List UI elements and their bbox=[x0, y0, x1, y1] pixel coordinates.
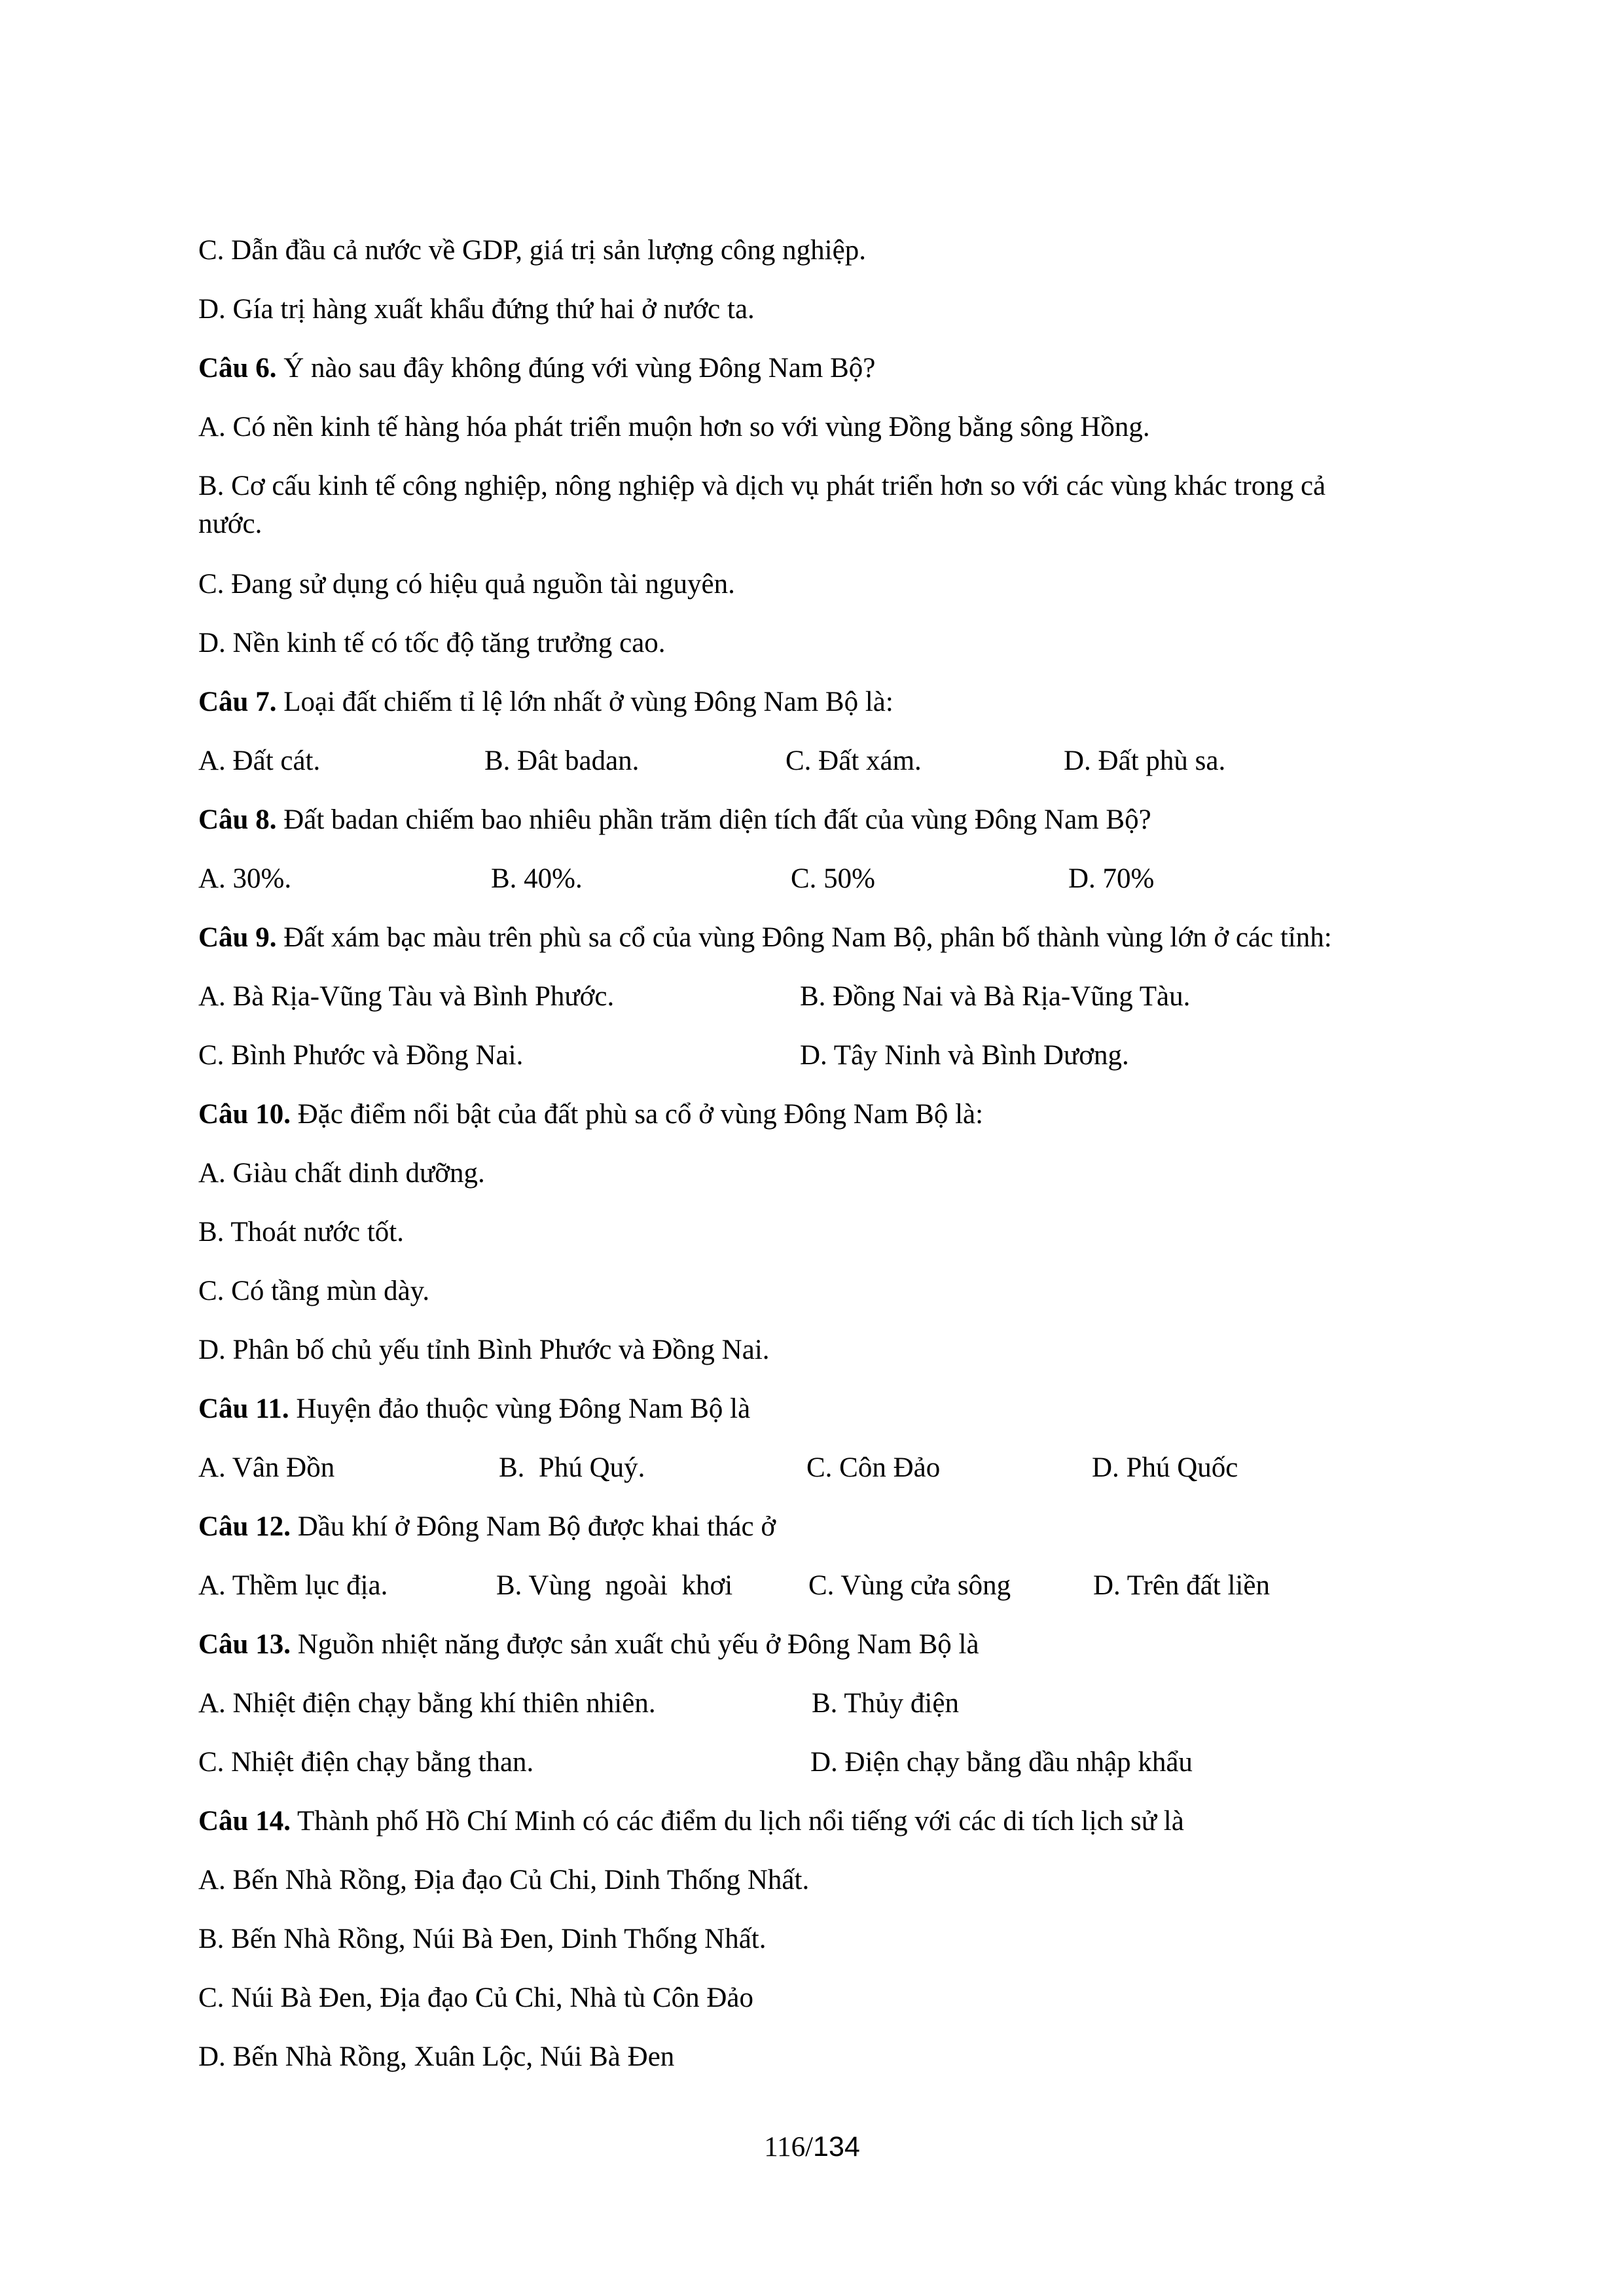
question-text: Dầu khí ở Đông Nam Bộ được khai thác ở bbox=[290, 1511, 776, 1542]
q12-option-d: D. Trên đất liền bbox=[1093, 1570, 1270, 1601]
q11-option-b: B. Phú Quý. bbox=[499, 1452, 645, 1483]
q7-option-a: A. Đất cát. bbox=[198, 745, 321, 776]
q6-option-b-line2: nước. bbox=[198, 509, 262, 539]
q6-option-a: A. Có nền kinh tế hàng hóa phát triển muộn hơn so với vùng Đồng bằng sông Hồng. bbox=[198, 412, 1150, 442]
q13-option-c: C. Nhiệt điện chạy bằng than. bbox=[198, 1747, 534, 1778]
q14-option-c: C. Núi Bà Đen, Địa đạo Củ Chi, Nhà tù Côn Đảo bbox=[198, 1982, 753, 2013]
q13-option-a: A. Nhiệt điện chạy bằng khí thiên nhiên. bbox=[198, 1688, 656, 1719]
q10-option-b: B. Thoát nước tốt. bbox=[198, 1217, 404, 1247]
q9-option-b: B. Đồng Nai và Bà Rịa-Vũng Tàu. bbox=[800, 981, 1191, 1012]
q10-option-a: A. Giàu chất dinh dưỡng. bbox=[198, 1158, 485, 1189]
question-7 bbox=[198, 684, 893, 721]
q6-option-d: D. Nền kinh tế có tốc độ tăng trưởng cao. bbox=[198, 628, 666, 658]
q11-option-c: C. Côn Đảo bbox=[806, 1452, 941, 1483]
question-text: Đặc điểm nổi bật của đất phù sa cổ ở vùng Đông Nam Bộ là: bbox=[290, 1099, 984, 1130]
question-label: Câu 7. bbox=[198, 687, 277, 717]
question-label: Câu 10. bbox=[198, 1099, 291, 1130]
page-total: 134 bbox=[813, 2131, 860, 2162]
question-8 bbox=[198, 802, 1151, 838]
q13-option-d: D. Điện chạy bằng dầu nhập khẩu bbox=[810, 1747, 1193, 1778]
q9-option-a: A. Bà Rịa-Vũng Tàu và Bình Phước. bbox=[198, 981, 615, 1012]
q8-option-b: B. 40%. bbox=[491, 863, 583, 894]
question-text: Thành phố Hồ Chí Minh có các điểm du lịch nổi tiếng với các di tích lịch sử là bbox=[290, 1806, 1184, 1837]
question-label: Câu 8. bbox=[198, 804, 277, 835]
q6-option-b-line1: B. Cơ cấu kinh tế công nghiệp, nông nghiệp và dịch vụ phát triển hơn so với các vùng khác trong cả bbox=[198, 471, 1326, 501]
q10-option-c: C. Có tầng mùn dày. bbox=[198, 1276, 430, 1306]
question-12 bbox=[198, 1509, 776, 1545]
question-label: Câu 13. bbox=[198, 1629, 291, 1660]
question-label: Câu 9. bbox=[198, 922, 277, 953]
q9-option-d: D. Tây Ninh và Bình Dương. bbox=[800, 1040, 1129, 1071]
prev-option-d: D. Gía trị hàng xuất khẩu đứng thứ hai ở nước ta. bbox=[198, 294, 755, 325]
question-10 bbox=[198, 1096, 983, 1133]
page-current: 116/ bbox=[764, 2132, 814, 2162]
q7-option-b: B. Đât badan. bbox=[484, 745, 640, 776]
q8-option-d: D. 70% bbox=[1068, 863, 1155, 894]
prev-option-c: C. Dẫn đầu cả nước về GDP, giá trị sản lượng công nghiệp. bbox=[198, 235, 866, 266]
question-label: Câu 14. bbox=[198, 1806, 291, 1837]
q8-option-a: A. 30%. bbox=[198, 863, 292, 894]
question-text: Loại đất chiếm tỉ lệ lớn nhất ở vùng Đông Nam Bộ là: bbox=[276, 687, 893, 717]
q14-option-a: A. Bến Nhà Rồng, Địa đạo Củ Chi, Dinh Thống Nhất. bbox=[198, 1865, 810, 1895]
question-text: Đất xám bạc màu trên phù sa cổ của vùng Đông Nam Bộ, phân bố thành vùng lớn ở các tỉnh: bbox=[276, 922, 1332, 953]
q11-option-d: D. Phú Quốc bbox=[1092, 1452, 1238, 1483]
q8-option-c: C. 50% bbox=[791, 863, 875, 894]
q13-option-b: B. Thủy điện bbox=[812, 1688, 959, 1719]
q12-option-b: B. Vùng ngoài khơi bbox=[496, 1570, 733, 1601]
question-label: Câu 12. bbox=[198, 1511, 291, 1542]
q9-option-c: C. Bình Phước và Đồng Nai. bbox=[198, 1040, 524, 1071]
question-text: Huyện đảo thuộc vùng Đông Nam Bộ là bbox=[289, 1393, 751, 1424]
question-6 bbox=[198, 350, 875, 387]
question-label: Câu 11. bbox=[198, 1393, 289, 1424]
q14-option-b: B. Bến Nhà Rồng, Núi Bà Đen, Dinh Thống Nhất. bbox=[198, 1924, 767, 1954]
q6-option-c: C. Đang sử dụng có hiệu quả nguồn tài nguyên. bbox=[198, 569, 735, 600]
q7-option-d: D. Đất phù sa. bbox=[1064, 745, 1226, 776]
question-11 bbox=[198, 1391, 750, 1427]
question-text: Đất badan chiếm bao nhiêu phần trăm diện tích đất của vùng Đông Nam Bộ? bbox=[276, 804, 1151, 835]
q11-option-a: A. Vân Đồn bbox=[198, 1452, 335, 1483]
question-text: Ý nào sau đây không đúng với vùng Đông Nam Bộ? bbox=[276, 353, 876, 384]
q14-option-d: D. Bến Nhà Rồng, Xuân Lộc, Núi Bà Đen bbox=[198, 2041, 675, 2072]
question-label: Câu 6. bbox=[198, 353, 277, 384]
page-number bbox=[0, 2128, 1624, 2166]
q7-option-c: C. Đất xám. bbox=[785, 745, 922, 776]
question-9 bbox=[198, 920, 1332, 956]
question-13 bbox=[198, 1626, 979, 1663]
q10-option-d: D. Phân bố chủ yếu tỉnh Bình Phước và Đồng Nai. bbox=[198, 1335, 770, 1365]
q12-option-c: C. Vùng cửa sông bbox=[808, 1570, 1011, 1601]
q12-option-a: A. Thềm lục địa. bbox=[198, 1570, 388, 1601]
question-14 bbox=[198, 1803, 1184, 1840]
question-text: Nguồn nhiệt năng được sản xuất chủ yếu ở Đông Nam Bộ là bbox=[290, 1629, 979, 1660]
